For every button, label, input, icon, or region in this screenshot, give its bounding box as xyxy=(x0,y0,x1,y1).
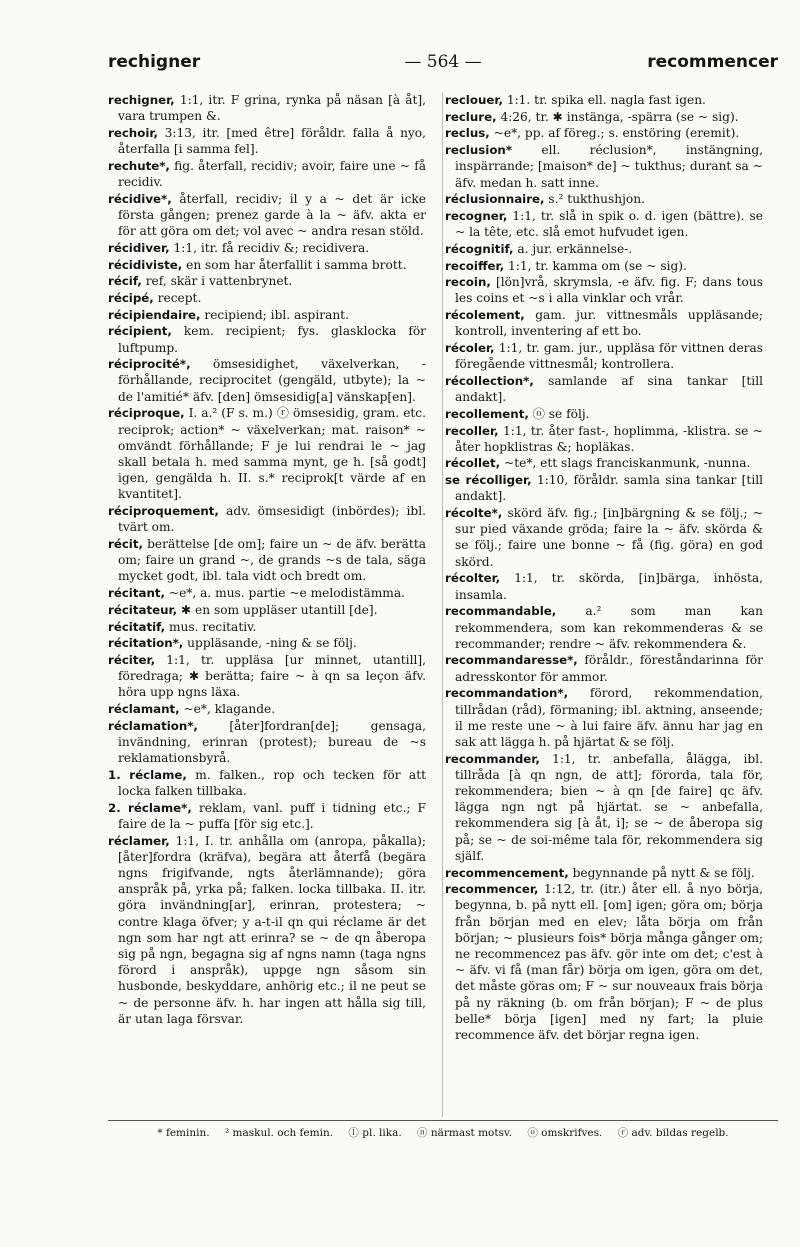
headword: réciprocité*, xyxy=(108,357,191,372)
page-number: — 564 — xyxy=(404,52,482,72)
legend-item: ⓛ pl. lika. xyxy=(348,1127,402,1139)
definition: berättelse [de om]; faire un ~ de äfv. berätta om; faire un grand ~, de grands ~s de tala, säga mycket godt, ibl. tala vidt och bredt om. xyxy=(118,536,426,584)
headword: récolement, xyxy=(445,308,525,323)
header-guide-word-right: recommencer xyxy=(647,52,778,72)
headword: recommandable, xyxy=(445,604,557,619)
headword: recogner, xyxy=(445,208,508,223)
definition: förord, rekommendation, tillrådan (råd), förmaning; ibl. aktning, anseende; il me reste une ~ à lui faire äfv. ännu har jag en sak att lägga h. på hjärtat & se följ. xyxy=(455,686,763,749)
definition: recipiend; ibl. aspirant. xyxy=(204,307,349,322)
dictionary-entry xyxy=(445,274,763,306)
dictionary-entry xyxy=(445,373,763,405)
headword: reclusion* xyxy=(445,143,512,158)
dictionary-entry xyxy=(445,423,763,455)
definition: samlande af sina tankar [till andakt]. xyxy=(455,373,763,405)
definition: kem. recipient; fys. glasklocka för luftpump. xyxy=(118,324,426,355)
definition: m. falken., rop och tecken för att locka falken tillbaka. xyxy=(118,767,426,799)
headword: recommandaresse*, xyxy=(445,653,578,668)
dictionary-entry xyxy=(108,767,426,799)
headword: reclure, xyxy=(445,109,497,124)
dictionary-entry xyxy=(108,323,426,355)
dictionary-entry xyxy=(108,158,426,190)
dictionary-body xyxy=(108,92,778,1117)
headword: rechute*, xyxy=(108,158,170,173)
definition: 3:13, itr. [med être] föråldr. falla å nyo, återfalla [i samma fel]. xyxy=(118,125,426,157)
dictionary-entry xyxy=(108,602,426,618)
dictionary-entry xyxy=(108,92,426,124)
definition: ⓞ se följ. xyxy=(532,406,590,421)
headword: récidiver, xyxy=(108,240,170,255)
headword: recommandation*, xyxy=(445,686,569,701)
definition: 1:10, föråldr. samla sina tankar [till andakt]. xyxy=(455,473,763,504)
definition: I. a.² (F s. m.) ⓡ ömsesidig, gram. etc. reciprok; action* ~ växelverkan; mat. raison* ~ omvändt förhållande; F je lui rendrai le ~ jag skall betala h. med samma mynt, ge h. [så godt] igen, gengälda h. II. s.* reciprok[t värde af en kvantitet]. xyxy=(118,406,426,502)
definition: ell. réclusion*, instängning, inspärrande; [maison* de] ~ tukthus; durant sa ~ äfv. medan h. satt inne. xyxy=(455,143,763,190)
headword: recoiffer, xyxy=(445,258,505,273)
dictionary-entry xyxy=(108,273,426,289)
dictionary-entry xyxy=(108,240,426,256)
right-column xyxy=(445,92,763,1117)
dictionary-entry xyxy=(108,619,426,635)
headword: récitatif, xyxy=(108,619,166,634)
headword: recoller, xyxy=(445,423,499,438)
definition: recept. xyxy=(157,290,202,305)
headword: récipiendaire, xyxy=(108,307,201,322)
dictionary-entry xyxy=(108,652,426,701)
page-header xyxy=(108,52,778,82)
headword: récolter, xyxy=(445,571,501,586)
headword: récit, xyxy=(108,536,143,551)
headword: 1. réclame, xyxy=(108,767,187,782)
definition: 1:1, itr. F grina, rynka på näsan [à åt], vara trumpen &. xyxy=(118,93,426,124)
definition: 1:1, tr. anbefalla, ålägga, ibl. tillråda [à qn ngn, de att]; förorda, tala för, rekommendera; bien ~ à qn [de faire] qc äfv. lägga ngn ngt på hjärtat. se ~ anbefalla, rekommendera sig [à åt, i]; se ~ de åberopa sig på; se ~ de soi-même tala för, rekommendera sig själf. xyxy=(455,751,763,863)
dictionary-entry xyxy=(445,125,763,141)
headword: récollet, xyxy=(445,456,501,471)
dictionary-entry xyxy=(445,472,763,504)
definition: ref, skär i vattenbrynet. xyxy=(145,274,293,289)
headword: reclus, xyxy=(445,126,490,141)
definition: 1:1. tr. spika ell. nagla fast igen. xyxy=(506,93,706,107)
definition: 1:1, tr. uppläsa [ur minnet, utantill], föredraga; ✱ berätta; faire ~ à qn sa leçon äfv. höra upp ngns läxa. xyxy=(118,652,426,700)
dictionary-entry xyxy=(445,881,763,1043)
headword: recoin, xyxy=(445,275,491,290)
headword: récipé, xyxy=(108,290,154,305)
headword: récoler, xyxy=(445,341,495,356)
dictionary-entry xyxy=(445,109,763,125)
dictionary-entry xyxy=(445,92,763,108)
dictionary-entry xyxy=(445,340,763,372)
header-guide-word-left: rechigner xyxy=(108,52,201,72)
headword: récollection*, xyxy=(445,373,534,388)
definition: 1:1, tr. slå in spik o. d. igen (bättre). se ~ la tête, etc. slå emot hufvudet igen. xyxy=(455,208,763,240)
definition: a. jur. erkännelse-. xyxy=(517,241,633,256)
dictionary-entry xyxy=(108,191,426,240)
headword: récif, xyxy=(108,274,142,289)
headword: réciproque, xyxy=(108,406,185,421)
definition: 1:1, tr. åter fast-, hoplimma, -klistra. se ~ åter hopklistras &; hopläkas. xyxy=(455,423,763,454)
definition: s.² tukthushjon. xyxy=(548,192,645,207)
footer-rule xyxy=(108,1120,778,1121)
headword: rechoir, xyxy=(108,125,158,140)
definition: återfall, recidiv; il y a ~ det är icke första gången; prenez garde à la ~ äfv. akta er för att göra om det; vol avec ~ andra resan stöld. xyxy=(118,191,426,239)
headword: 2. réclame*, xyxy=(108,800,192,815)
definition: 1:1, tr. skörda, [in]bärga, inhösta, insamla. xyxy=(455,571,763,602)
dictionary-entry xyxy=(108,405,426,502)
headword: recollement, xyxy=(445,406,529,421)
headword: recommencer, xyxy=(445,882,539,897)
dictionary-entry xyxy=(108,800,426,832)
headword: récidiviste, xyxy=(108,257,183,272)
dictionary-entry xyxy=(445,505,763,570)
dictionary-entry xyxy=(445,603,763,652)
headword: réciter, xyxy=(108,652,156,667)
dictionary-entry xyxy=(445,241,763,257)
dictionary-entry xyxy=(445,258,763,274)
dictionary-entry xyxy=(445,685,763,750)
headword: récitant, xyxy=(108,586,165,601)
definition: föråldr., föreståndarinna för adresskontor för ammor. xyxy=(455,653,763,684)
definition: 1:12, tr. (itr.) åter ell. å nyo börja, begynna, b. på nytt ell. [om] igen; göra om; börja från början med en elev; låta börja om från början; ~ plusieurs fois* börja många gånger om; ne recommencez pas äfv. gör inte om det; c'est à ~ äfv. vi få (man får) börja om igen, göra om det, det måste göras om; F ~ sur nouveaux frais börja på ny räkning (b. om från början); F ~ de plus belle* börja [igen] med ny fart; la pluie recommence äfv. det börjar regna igen. xyxy=(455,882,763,1043)
definition: adv. ömsesidigt (inbördes); ibl. tvärt om. xyxy=(118,504,426,535)
definition: ~e*, pp. af föreg.; s. enstöring (eremit). xyxy=(493,126,740,141)
dictionary-entry xyxy=(108,718,426,767)
dictionary-entry xyxy=(108,503,426,535)
headword: réclamer, xyxy=(108,833,170,848)
dictionary-entry xyxy=(108,585,426,601)
legend-item: ⓞ omskrifves. xyxy=(527,1127,603,1139)
dictionary-entry xyxy=(445,142,763,191)
dictionary-entry xyxy=(445,570,763,602)
definition: 1:1, tr. kamma om (se ~ sig). xyxy=(507,258,687,273)
definition: ~te*, ett slags franciskanmunk, -nunna. xyxy=(504,456,751,471)
dictionary-entry xyxy=(445,652,763,684)
legend-item: ⓡ adv. bildas regelb. xyxy=(617,1127,729,1139)
legend-item: * feminin. xyxy=(157,1127,210,1139)
dictionary-entry xyxy=(108,635,426,651)
dictionary-entry xyxy=(108,125,426,157)
definition: skörd äfv. fig.; [in]bärgning & se följ.; ~ sur pied växande gröda; faire la ~ äfv. skörda & se följ.; faire une bonne ~ få (fig. göra) en god skörd. xyxy=(455,506,763,569)
definition: ~e*, klagande. xyxy=(183,702,276,717)
headword: reclouer, xyxy=(445,93,503,107)
definition: 1:1, I. tr. anhålla om (anropa, påkalla); [åter]fordra (kräfva), begära att återfå (begära ngns frigifvande, ngts återlämnande); göra anspråk på, yrka på; falken. locka tillbaka. II. itr. göra invändning[ar], erinran, protestera; ~ contre klaga öfver; y a-t-il qn qui réclame är det ngn som har ngt att erinra? se ~ de qn åberopa sig på ngn, begagna sig af ngns namn (taga ngns förord i anspråk), uppge ngn såsom sin husbonde, beskyddare, anhörig etc.; il ne peut se ~ de personne äfv. h. har ingen att hålla sig till, är utan laga försvar. xyxy=(118,833,426,1026)
headword: réclusionnaire, xyxy=(445,192,545,207)
legend-item: ² maskul. och femin. xyxy=(224,1127,334,1139)
dictionary-entry xyxy=(108,833,426,1027)
headword: récolte*, xyxy=(445,506,503,521)
headword: récognitif, xyxy=(445,241,514,256)
definition: en som har återfallit i samma brott. xyxy=(186,257,407,272)
dictionary-entry xyxy=(445,455,763,471)
definition: a.² som man kan rekommendera, som kan rekommenderas & se recommander; rendre ~ äfv. rekommendera &. xyxy=(455,604,763,651)
definition: gam. jur. vittnesmåls uppläsande; kontroll, inventering af ett bo. xyxy=(455,308,763,339)
dictionary-entry xyxy=(108,356,426,405)
dictionary-entry xyxy=(445,751,763,864)
dictionary-entry xyxy=(445,208,763,240)
definition: begynnande på nytt & se följ. xyxy=(572,865,755,880)
headword: recommander, xyxy=(445,751,540,766)
definition: mus. recitativ. xyxy=(168,619,257,634)
headword: récitateur, xyxy=(108,602,178,617)
dictionary-entry xyxy=(108,307,426,323)
headword: recommencement, xyxy=(445,865,569,880)
legend-item: ⓝ närmast motsv. xyxy=(417,1127,512,1139)
headword: récitation*, xyxy=(108,636,184,651)
headword: réclamant, xyxy=(108,702,180,717)
dictionary-entry xyxy=(108,701,426,717)
definition: reklam, vanl. puff i tidning etc.; F faire de la ~ puffa [för sig etc.]. xyxy=(118,800,426,831)
definition: fig. återfall, recidiv; avoir, faire une ~ få recidiv. xyxy=(118,158,426,190)
headword: récipient, xyxy=(108,324,172,339)
dictionary-entry xyxy=(445,191,763,207)
definition: 1:1, tr. gam. jur., uppläsa för vittnen deras föregående vittnesmål; kontrollera. xyxy=(455,341,763,372)
definition: 1:1, itr. få recidiv &; recidivera. xyxy=(173,240,370,255)
headword: récidive*, xyxy=(108,191,172,206)
definition: ömsesidighet, växelverkan, -förhållande, reciprocitet (gengäld, utbyte); la ~ de l'amitié* äfv. [den] ömsesidig[a] vänskap[en]. xyxy=(118,357,426,404)
left-column xyxy=(108,92,426,1117)
headword: rechigner, xyxy=(108,93,175,107)
dictionary-entry xyxy=(445,406,763,422)
dictionary-entry xyxy=(108,536,426,585)
definition: 4:26, tr. ✱ instänga, -spärra (se ~ sig). xyxy=(500,109,739,124)
definition: [åter]fordran[de]; gensaga, invändning, erinran (protest); bureau de ~s reklamationsbyrå. xyxy=(118,718,426,766)
headword: réclamation*, xyxy=(108,718,198,733)
definition: ✱ en som uppläser utantill [de]. xyxy=(180,602,378,617)
definition: ~e*, a. mus. partie ~e melodistämma. xyxy=(168,586,405,601)
dictionary-entry xyxy=(445,865,763,881)
dictionary-entry xyxy=(108,257,426,273)
abbreviation-legend xyxy=(108,1126,778,1162)
headword: se récolliger, xyxy=(445,473,532,488)
headword: réciproquement, xyxy=(108,504,219,519)
column-divider xyxy=(442,92,443,1117)
dictionary-entry xyxy=(108,290,426,306)
dictionary-entry xyxy=(445,307,763,339)
definition: [lön]vrå, skrymsla, -e äfv. fig. F; dans tous les coins et ~s i alla vinklar och vrår. xyxy=(455,275,763,306)
definition: uppläsande, -ning & se följ. xyxy=(187,636,357,651)
